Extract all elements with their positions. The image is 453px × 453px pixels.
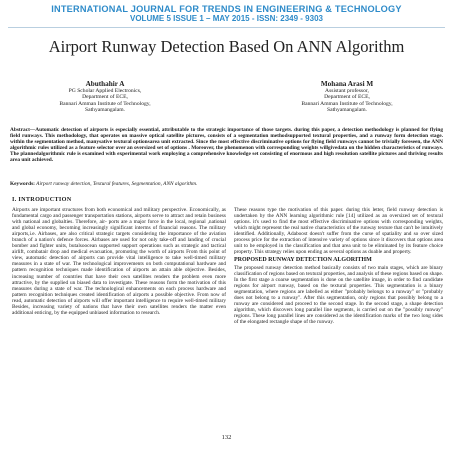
author-role: PG Scholar Applied Electronics, [68, 88, 142, 94]
author-dept: Department of ECE, [82, 94, 128, 101]
author-place: Sathyamangalam. [327, 107, 367, 114]
author-place: Sathyamangalam. [85, 107, 125, 114]
journal-issue: VOLUME 5 ISSUE 1 – MAY 2015 - ISSN: 2349 - 9303 [130, 14, 323, 23]
abstract-text: —Automatic detection of airports is especially essential, attributable to the strategic importance of those targets. during this paper, a detection methodology is planned for flying field runways. This methodology, that operates on massive optical satellite pictures, consists of a segmentation methodsupported textural properties, and a runway form detection stage. within the segmentation method, manysative textural optionsarea unit extracted. Since the most effective discriminative options for flying field runways cannot be trivially foreseen, the ANN algorithmic rules utilized as a feature selector over an oversized set of options . Moreover, the phenomenon with corresponding weights willgivedata on the hidden characteristics of runways. The plannedalgorithmic rule is examined with experimental work employing a comprehensive knowledge set consisting of enormous and high resolution satellite pictures and thriving results area unit achieved. [10, 127, 443, 164]
author-dept: Department of ECE, [324, 94, 370, 101]
page-number: 132 [221, 434, 232, 441]
journal-header [0, 4, 453, 23]
abstract [10, 127, 443, 163]
section-heading-introduction: I. INTRODUCTION [12, 196, 72, 203]
abstract-label: Abstract [10, 127, 30, 133]
author-name: Mohana Arasi M [320, 80, 374, 88]
keywords-label: Keywords: [10, 181, 35, 187]
keywords-text: Airport runway detection, Textural features, Segmentation, ANN algorithm. [34, 181, 198, 187]
author-role: Assistant professor, [325, 88, 369, 94]
right-column-text: These reasons type the motivation of this paper. during this letter, field runway detection is undertaken by the ANN learning algorithmic rule [14] utilized as an oversized set of textural options. it's used to find the most effective discriminative options with corresponding weights, which might represent the real native characteristics of the runway texture that can't be intuitively identified. Additionally, Adaboost doesn't suffer from the curse of spatiality and so over sized process price for the extraction of intensive variety of options since it discovers that options area unit to be employed in the classification and that area unit to be eliminated by its feature choice property. This strategy relies upon ending as several options as doable and property. [234, 207, 443, 256]
paper-title: Airport Runway Detection Based On ANN Algorithm [48, 37, 405, 56]
author-college: Bannari Amman Institute of Technology, [59, 100, 151, 107]
author-block-1 [30, 80, 180, 114]
right-column-text-2: The proposed runway detection method basically consists of two main stages, which are binary classification of regions based on textural properties, and analysis of these regions based on shape. In the first stage a coarse segmentation is done on the satellite image, in order to find candidate regions for airport runway, based on the textural properties. This segmentation is a binary segmentation, where regions are labelled as either "probably belongs to a runway" or "probably does not belong to a runway". After this segmentation, only regions that possibly belong to a runway are considered and proceed to the second stage. In the second stage, a shape detection algorithm, which discovers long parallel line segments, is carried out on the "possibly runway" regions. These long parallel lines are considered as the identification marks of the two long sides of the elongated rectangle shape of the runway. [234, 264, 443, 326]
author-name: Abuthahir A [85, 80, 125, 88]
author-college: Bannari Amman Institute of Technology, [301, 100, 393, 107]
author-block-2 [272, 80, 422, 114]
keywords [10, 181, 443, 187]
journal-name: INTERNATIONAL JOURNAL FOR TRENDS IN ENGINEERING & TECHNOLOGY [51, 4, 402, 14]
right-column [234, 207, 443, 325]
section-heading-proposed-method: PROPOSED RUNWAY DETECTION ALGORITHM [234, 257, 372, 264]
header-divider [8, 27, 445, 28]
left-column-text: Airports are important structures from both economical and military perspective. Economically, as fundamental cargo and passenger transportation stations, airports serve to attract and retain business with national and globalties. Therefore, air- ports are a major force in the local, regional ,national and global economy, becoming increasingly significant interms of financial reasons. The military airports,i.e. Airbases, are also critical strategic targets considering the importance of the aviation branch of a nation's defence forces. Airbases are used for not only take-off and landing of crucial bomber and fighter units, butalsoocean supported support operations such as strategic and tactical airlift, combatair drop and medical evacuation, promoting the worth of airports From this point of view, automatic detection of airports can provide vital intelligence to take well-timed military measures in a state of war. The technological improvements on both computational hardware and pattern recognition techniques made identification of airports an attain able objective. Besides, increasing number of countries that have their own satellites renders the problem even more attractive, by the supplied un biased data to investigate. These reasons form the motivation of this measures during a state of war. The technological enhancements on each process hardware and pattern recognition techniques created identification of airports a possible objective. From now of read, automatic detection of airports will offer important intelligence to require well-timed military Besides, increasing variety of nations that have their own satellites renders the matter even additional enticing, by the equipped unbiased information to research. [12, 207, 226, 316]
